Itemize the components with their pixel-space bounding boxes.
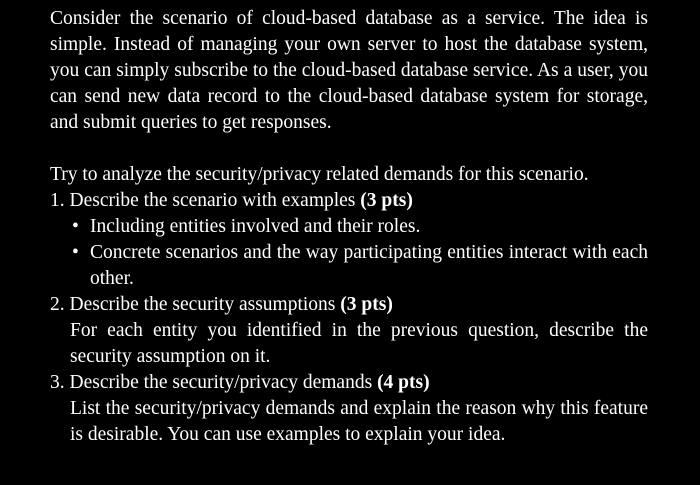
question-2-number: 2. <box>50 294 65 315</box>
question-1-heading <box>50 188 648 214</box>
question-1-points: (3 pts) <box>360 190 413 211</box>
question-1-title: Describe the scenario with examples <box>69 190 356 211</box>
question-3-heading <box>50 370 648 396</box>
bullet-text: Including entities involved and their roles. <box>90 216 421 237</box>
bullet-icon: • <box>72 242 79 263</box>
question-3-number: 3. <box>50 372 65 393</box>
bullet-text: Concrete scenarios and the way participating entities interact with each other. <box>90 242 648 289</box>
question-document <box>50 6 648 448</box>
question-2-points: (3 pts) <box>340 294 393 315</box>
question-1-number: 1. <box>50 190 65 211</box>
question-item-1 <box>50 188 648 292</box>
bullet-icon: • <box>72 216 79 237</box>
intro-paragraph: Consider the scenario of cloud-based database as a service. The idea is simple. Instead of managing your own server to host the database system, you can simply subscribe to the cloud-based database service. As a user, you can send new data record to the cloud-based database system for storage, and submit queries to get responses. <box>50 8 648 133</box>
bullet-item <box>72 240 648 292</box>
question-2-description: For each entity you identified in the previous question, describe the security assumption on it. <box>70 320 648 367</box>
question-item-2 <box>50 292 648 370</box>
question-2-title: Describe the security assumptions <box>69 294 336 315</box>
question-3-title: Describe the security/privacy demands <box>69 372 373 393</box>
bullet-item <box>72 214 648 240</box>
task-section <box>50 162 648 448</box>
task-statement: Try to analyze the security/privacy related demands for this scenario. <box>50 164 589 185</box>
question-item-3 <box>50 370 648 448</box>
question-3-points: (4 pts) <box>377 372 430 393</box>
question-2-heading <box>50 292 648 318</box>
question-3-description: List the security/privacy demands and explain the reason why this feature is desirable. You can use examples to explain your idea. <box>70 398 648 445</box>
